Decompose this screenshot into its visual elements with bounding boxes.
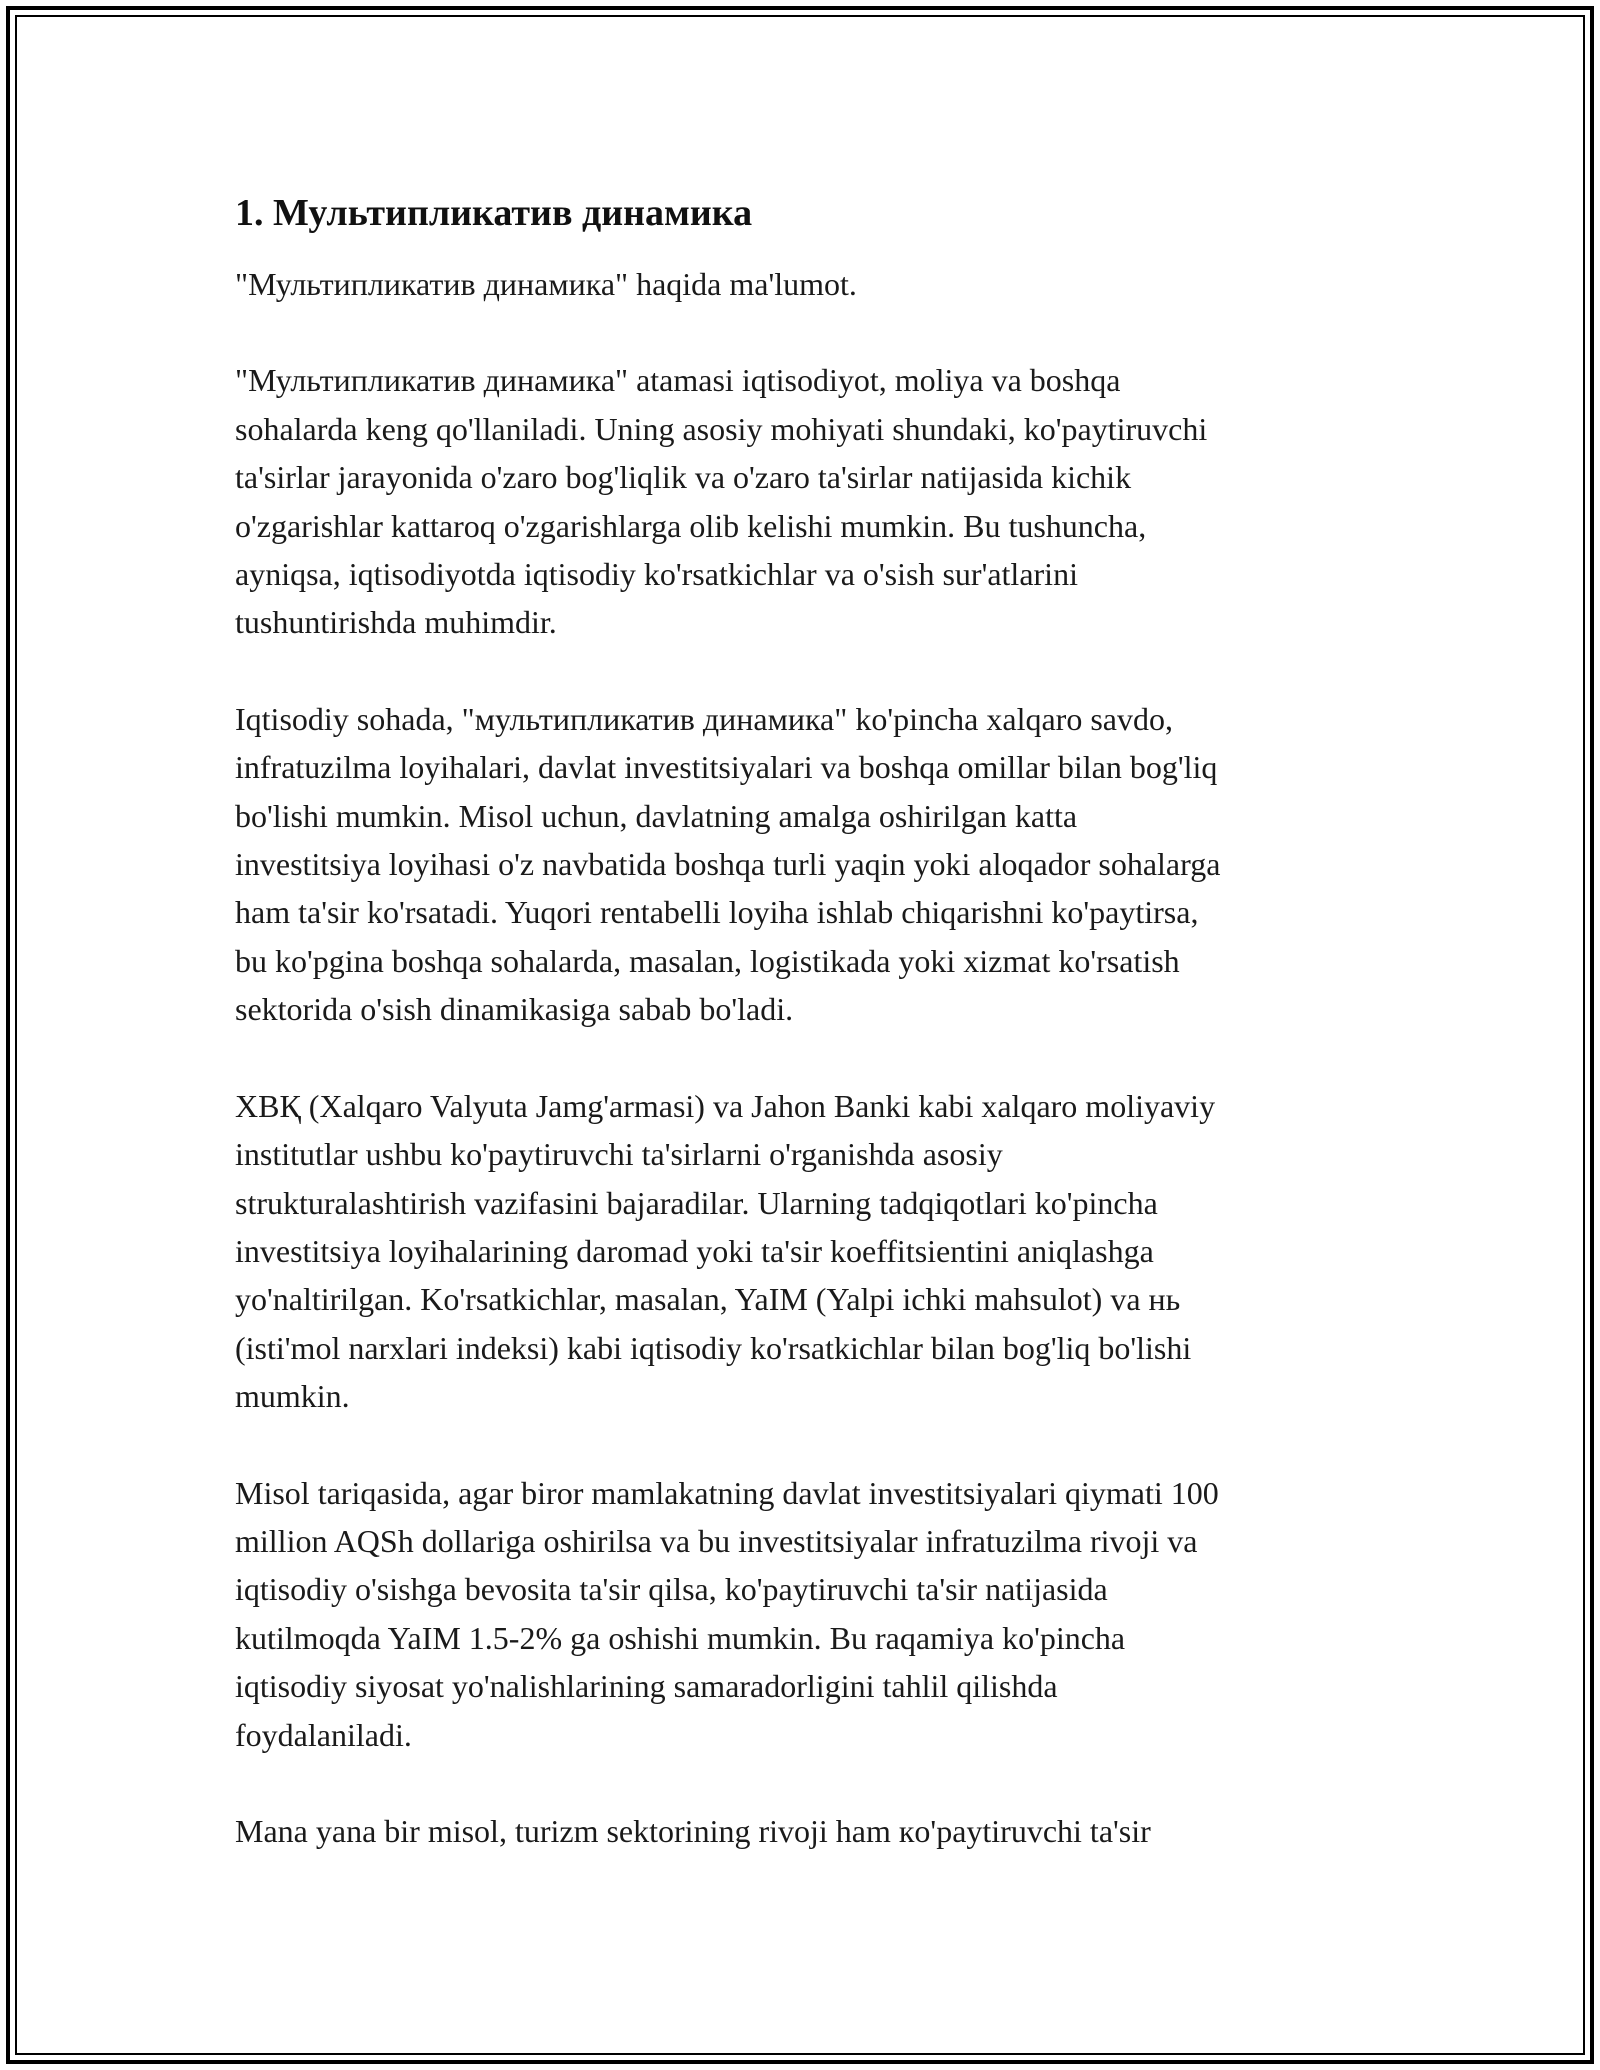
text-line: ham ta'sir ko'rsatadi. Yuqori rentabelli loyiha ishlab chiqarishni ko'paytirsa, <box>235 894 1199 931</box>
text-line: sektorida o'sish dinamikasiga sabab bo'ladi. <box>235 991 794 1028</box>
text-line: iqtisodiy o'sishga bevosita ta'sir qilsa, ko'paytiruvchi ta'sir natijasida <box>235 1571 1108 1608</box>
text-line: sohalarda keng qo'llaniladi. Uning asosiy mohiyati shundaki, ko'paytiruvchi <box>235 410 1208 447</box>
text-line: ayniqsa, iqtisodiyotda iqtisodiy ko'rsatkichlar va o'sish sur'atlarini <box>235 556 1078 593</box>
paragraph-tourism <box>235 1807 1385 1855</box>
text-line: mumkin. <box>235 1378 350 1415</box>
text-line: foydalaniladi. <box>235 1716 412 1753</box>
text-line: investitsiya loyihalarining daromad yoki ta'sir koeffitsientini aniqlashga <box>235 1232 1154 1269</box>
text-line: ta'sirlar jarayonida o'zaro bog'liqlik va o'zaro ta'sirlar natijasida kichik <box>235 459 1132 496</box>
text-line: iqtisodiy siyosat yo'nalishlarining samaradorligini tahlil qilishda <box>235 1668 1058 1705</box>
text-line: (isti'mol narxlari indeksi) kabi iqtisodiy ko'rsatkichlar bilan bog'liq bo'lishi <box>235 1329 1192 1366</box>
text-line: kutilmoqda YaIM 1.5-2% ga oshishi mumkin. Bu raqamiya ko'pincha <box>235 1619 1126 1656</box>
text-line: institutlar ushbu ko'paytiruvchi ta'sirlarni o'rganishda asosiy <box>235 1136 1003 1173</box>
text-line: "Мультипликатив динамика" atamasi iqtisodiyot, moliya va boshqa <box>235 362 1121 399</box>
text-line: ХВҚ (Xalqaro Valyuta Jamg'armasi) va Jahon Banki kabi xalqaro moliyaviy <box>235 1087 1216 1124</box>
paragraph-definition <box>235 356 1385 646</box>
section-heading: 1. Мультипликатив динамика <box>235 192 753 234</box>
text-line: bu ko'pgina boshqa sohalarda, masalan, logistikada yoki xizmat ko'rsatish <box>235 942 1180 979</box>
text-line: bo'lishi mumkin. Misol uchun, davlatning amalga oshirilgan katta <box>235 797 1078 834</box>
text-line: investitsiya loyihasi o'z navbatida boshqa turli yaqin yoki aloqador sohalarga <box>235 846 1221 883</box>
text-line: Mana yana bir misol, turizm sektorining rivoji ham кo'paytiruvchi ta'sir <box>235 1812 1151 1849</box>
paragraph-institutions <box>235 1082 1385 1421</box>
document-body <box>235 186 1385 1903</box>
paragraph-intro <box>235 260 1385 308</box>
text-line: Misol tariqasida, agar biror mamlakatning davlat investitsiyalari qiymati 100 <box>235 1474 1219 1511</box>
text-line: Iqtisodiy sohada, "мультипликатив динамика" ko'pincha xalqaro savdo, <box>235 700 1173 737</box>
text-line: million AQSh dollariga oshirilsa va bu investitsiyalar infratuzilma rivoji va <box>235 1522 1198 1559</box>
paragraph-economic-sphere <box>235 695 1385 1034</box>
text-line: "Мультипликатив динамика" haqida ma'lumot. <box>235 266 857 302</box>
text-line: tushuntirishda muhimdir. <box>235 604 557 641</box>
text-line: infratuzilma loyihalari, davlat investitsiyalari va boshqa omillar bilan bog'liq <box>235 749 1218 786</box>
text-line: yo'naltirilgan. Ko'rsatkichlar, masalan, YaIM (Yalpi ichki mahsulot) va нь <box>235 1281 1181 1318</box>
paragraph-example <box>235 1469 1385 1759</box>
text-line: strukturalashtirish vazifasini bajaradilar. Ularning tadqiqotlari ko'pincha <box>235 1184 1158 1221</box>
text-line: o'zgarishlar kattaroq o'zgarishlarga olib kelishi mumkin. Bu tushuncha, <box>235 507 1147 544</box>
